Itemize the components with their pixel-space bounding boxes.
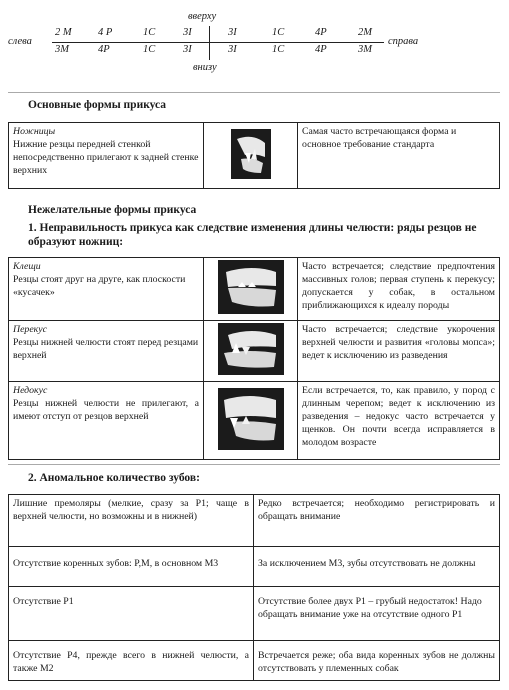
undershot-bite-icon [218,323,284,375]
teeth-comment-cell [254,495,500,547]
main-bite-table [8,122,500,189]
formula-upper-right-0: 3I [228,27,237,38]
teeth-anomaly-cell [9,495,254,547]
teeth-comment-cell [254,587,500,641]
formula-lower-right-3: 3M [358,44,372,55]
formula-horizontal-line [52,42,384,43]
formula-lower-left-0: 3M [55,44,69,55]
formula-upper-left-0: 2 M [55,27,72,38]
divider [8,464,500,465]
bite-image-cell [204,123,298,189]
formula-left-label: слева [8,36,32,47]
formula-top-label: вверху [188,11,217,22]
teeth-comment: Встречается реже; оба вида коренных зубов не должны отсутствовать у племенных собак [258,650,495,674]
section-title-undesirable: Нежелательные формы прикуса [28,204,197,216]
table-row [9,321,500,382]
bite-comment: Часто встречается; следствие предпочтения массивных голов; первая ступень к перекусу; допускается у собак, в остальном приближающихся к идеалу породы [302,261,495,311]
teeth-anomaly-cell [9,641,254,681]
formula-lower-left-3: 3I [183,44,192,55]
teeth-comment: Редко встречается; необходимо регистрировать и обращать внимание [258,498,495,522]
bite-name: Ножницы [13,126,56,137]
bite-description: Нижние резцы передней стенкой непосредственно прилегают к задней стенке верхних [13,139,199,176]
bite-image-cell [204,321,298,382]
formula-lower-left-1: 4P [98,44,110,55]
teeth-anomaly: Отсутствие P1 [13,596,74,607]
bite-name-cell [9,382,204,460]
formula-upper-right-2: 4P [315,27,327,38]
section-subtitle-undesirable: 1. Неправильность прикуса как следствие изменения длины челюсти: ряды резцов не образуют ножниц: [28,222,477,248]
bite-description: Резцы стоят друг на друге, как плоскости «кусачек» [13,274,186,298]
formula-upper-right-3: 2M [358,27,372,38]
divider [8,92,500,93]
teeth-anomaly-cell [9,587,254,641]
bite-name-cell [9,258,204,321]
teeth-anomaly: Отсутствие P4, прежде всего в нижней челюсти, а также M2 [13,650,249,674]
formula-bottom-label: внизу [193,62,217,73]
bite-comment-cell [298,382,500,460]
formula-lower-right-0: 3I [228,44,237,55]
table-row [9,382,500,460]
table-row [9,641,500,681]
table-row [9,495,500,547]
teeth-comment-cell [254,547,500,587]
bite-comment: Часто встречается; следствие укорочения верхней челюсти и развития «головы мопса»; ведет к исключению из разведения [302,324,495,361]
overshot-bite-icon [218,388,284,450]
bite-description: Резцы нижней челюсти не прилегают, а имеют отступ от резцов верхней [13,398,199,422]
bite-name: Недокус [13,385,48,396]
bite-name-cell [9,321,204,382]
formula-lower-right-2: 4P [315,44,327,55]
teeth-comment-cell [254,641,500,681]
formula-upper-right-1: 1C [272,27,285,38]
bite-comment-cell [298,321,500,382]
bite-comment: Если встречается, то, как правило, у пород с длинным черепом; ведет к исключению из разведения – недокус часто встречается у щенков. Он почти всегда исправляется в молодом возрасте [302,385,495,448]
bite-name: Перекус [13,324,47,335]
bite-image-cell [204,258,298,321]
formula-upper-left-2: 1C [143,27,156,38]
bite-comment-cell [298,123,500,189]
bite-comment: Самая часто встречающаяся форма и основное требование стандарта [302,126,457,150]
level-bite-icon [218,260,284,314]
table-row [9,123,500,189]
formula-upper-left-3: 3I [183,27,192,38]
section-title-teeth: 2. Аномальное количество зубов: [28,472,200,484]
bite-description: Резцы нижней челюсти стоят перед резцами верхней [13,337,199,361]
teeth-count-table [8,494,500,681]
bite-name: Клещи [13,261,41,272]
formula-vertical-line [209,26,210,60]
bite-name-cell [9,123,204,189]
undesirable-bite-table [8,257,500,460]
teeth-comment: За исключением M3, зубы отсутствовать не должны [258,558,476,569]
table-row [9,587,500,641]
formula-upper-left-1: 4 P [98,27,113,38]
table-row [9,547,500,587]
table-row [9,258,500,321]
teeth-anomaly: Отсутствие коренных зубов: P,M, в основном M3 [13,558,219,569]
formula-lower-left-2: 1C [143,44,156,55]
teeth-comment: Отсутствие более двух P1 – грубый недостаток! Надо обращать внимание уже на отсутствие одного P1 [258,596,482,620]
formula-right-label: справа [388,36,419,47]
bite-comment-cell [298,258,500,321]
teeth-anomaly-cell [9,547,254,587]
teeth-anomaly: Лишние премоляры (мелкие, сразу за P1; чаще в верхней челюсти, но возможны и в нижней) [13,498,249,522]
formula-lower-right-1: 1C [272,44,285,55]
section-title-main: Основные формы прикуса [28,99,167,111]
scissor-bite-icon [231,129,271,179]
bite-image-cell [204,382,298,460]
